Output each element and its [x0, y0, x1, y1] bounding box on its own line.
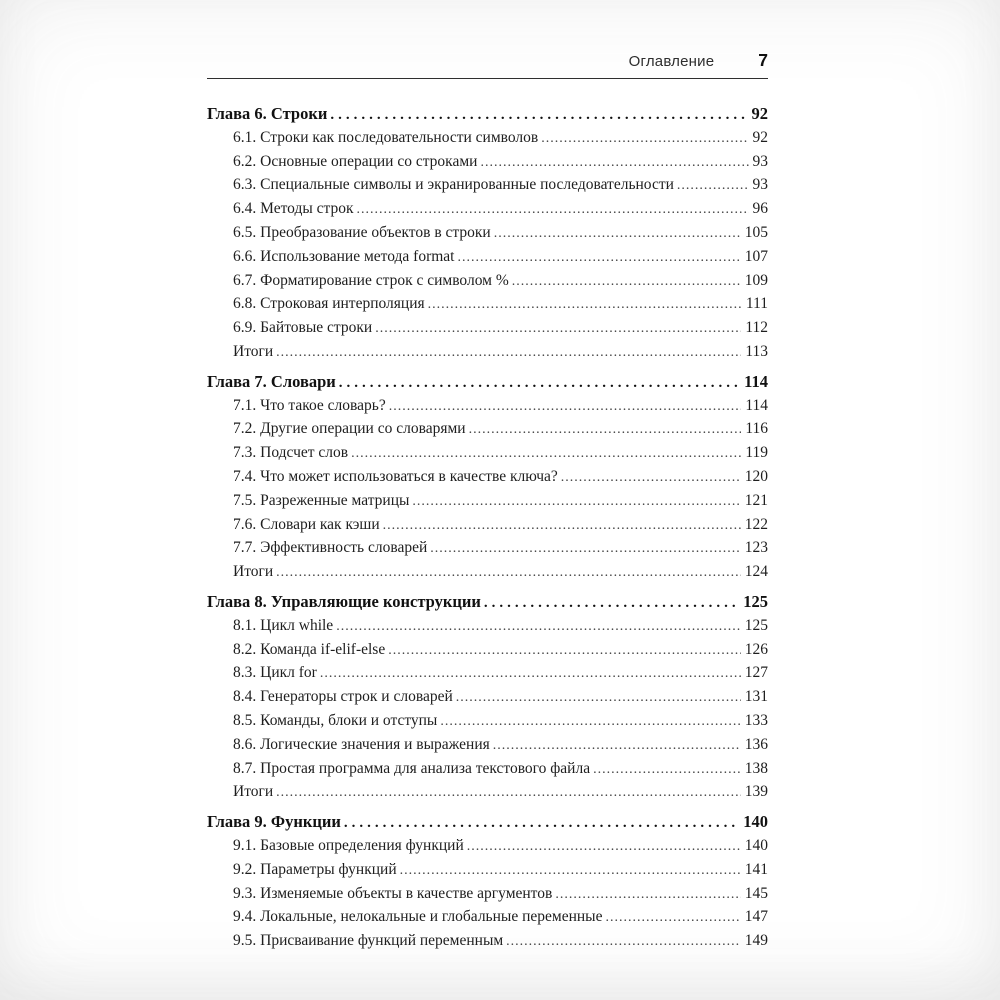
dot-leader: [456, 687, 741, 710]
toc-chapter-entry-page-number: 140: [743, 812, 768, 832]
dot-leader: [412, 491, 740, 514]
toc-section-entry-page-number: 123: [744, 539, 768, 557]
toc-section-entry: [207, 930, 768, 954]
toc-section-entry-page-number: 127: [744, 664, 768, 682]
dot-leader: [541, 128, 748, 151]
toc-section-entry-title: 9.2. Параметры функций: [233, 860, 397, 878]
toc-section-entry-title: 7.7. Эффективность словарей: [233, 539, 428, 557]
dot-leader: [480, 152, 748, 175]
dot-leader: [388, 640, 741, 663]
toc-section-entry: [207, 835, 768, 859]
dot-leader: [276, 342, 741, 365]
dot-leader: [428, 294, 742, 317]
toc-section-entry-title: 8.3. Цикл for: [233, 664, 317, 682]
dot-leader: [344, 812, 739, 835]
toc-chapter-entry: [207, 371, 768, 395]
toc-chapter-entry: [207, 811, 768, 835]
toc-section-entry: [207, 514, 768, 538]
toc-chapter-entry-page-number: 125: [743, 591, 768, 611]
toc-section-entry-title: 9.4. Локальные, нелокальные и глобальные переменные: [233, 908, 603, 926]
toc-section-entry-page-number: 113: [745, 342, 768, 360]
page-header: [207, 50, 768, 71]
toc-chapter-entry-page-number: 114: [744, 371, 768, 391]
toc-section-entry: [207, 734, 768, 758]
toc-section-entry-page-number: 120: [744, 467, 768, 485]
toc-section-entry: [207, 442, 768, 466]
toc-section-entry-title: 7.6. Словари как кэши: [233, 515, 380, 533]
toc-section-entry-title: 7.4. Что может использоваться в качестве ключа?: [233, 467, 558, 485]
toc-section-entry-title: 7.5. Разреженные матрицы: [233, 491, 410, 509]
toc-section-entry-page-number: 126: [744, 640, 768, 658]
dot-leader: [276, 562, 741, 585]
dot-leader: [605, 907, 740, 930]
toc-section-entry: [207, 859, 768, 883]
dot-leader: [375, 318, 741, 341]
toc-section-entry-page-number: 133: [744, 711, 768, 729]
toc-section-entry-page-number: 122: [744, 515, 768, 533]
toc-section-entry-title: 8.2. Команда if-elif-else: [233, 640, 386, 658]
toc-section-entry: [207, 174, 768, 198]
dot-leader: [351, 443, 741, 466]
table-of-contents: [207, 103, 768, 954]
dot-leader: [330, 104, 747, 127]
toc-section-entry: [207, 662, 768, 686]
toc-section-entry: [207, 395, 768, 419]
toc-section-entry: [207, 490, 768, 514]
dot-leader: [555, 884, 740, 907]
toc-section-entry: [207, 561, 768, 585]
toc-section-entry-page-number: 147: [744, 908, 768, 926]
header-title: Оглавление: [628, 53, 715, 70]
toc-section-entry-page-number: 116: [745, 420, 768, 438]
toc-section-entry-title: 8.5. Команды, блоки и отступы: [233, 711, 438, 729]
dot-leader: [320, 663, 741, 686]
toc-section-entry-title: 9.3. Изменяемые объекты в качестве аргументов: [233, 884, 553, 902]
toc-section-entry: [207, 246, 768, 270]
toc-section-entry-title: 6.7. Форматирование строк с символом %: [233, 271, 509, 289]
toc-section-entry-title: 6.9. Байтовые строки: [233, 319, 373, 337]
toc-section-entry-page-number: 131: [744, 688, 768, 706]
toc-section-entry-title: 8.6. Логические значения и выражения: [233, 735, 490, 753]
toc-chapter-entry-title: Глава 7. Словари: [207, 371, 336, 391]
toc-section-entry-title: 6.1. Строки как последовательности символов: [233, 128, 539, 146]
dot-leader: [467, 836, 741, 859]
toc-section-entry-page-number: 93: [752, 152, 768, 170]
toc-section-entry-title: 6.3. Специальные символы и экранированные последовательности: [233, 176, 674, 194]
toc-section-entry-title: Итоги: [233, 783, 274, 801]
toc-section-entry-title: 6.2. Основные операции со строками: [233, 152, 478, 170]
toc-section-entry-page-number: 93: [752, 176, 768, 194]
toc-section-entry-page-number: 136: [744, 735, 768, 753]
toc-section-entry: [207, 293, 768, 317]
dot-leader: [484, 592, 739, 615]
toc-section-entry-page-number: 112: [745, 319, 768, 337]
toc-section-entry-page-number: 109: [744, 271, 768, 289]
toc-section-entry-title: 6.4. Методы строк: [233, 200, 354, 218]
toc-section-entry: [207, 758, 768, 782]
toc-section-entry-page-number: 138: [744, 759, 768, 777]
toc-section-entry-page-number: 96: [752, 200, 768, 218]
dot-leader: [506, 931, 741, 954]
header-page-number: 7: [758, 50, 768, 70]
toc-section-entry-page-number: 105: [744, 223, 768, 241]
toc-section-entry-page-number: 111: [745, 295, 768, 313]
dot-leader: [430, 538, 740, 561]
page-content: [207, 0, 768, 954]
dot-leader: [440, 711, 740, 734]
toc-section-entry: [207, 710, 768, 734]
toc-section-entry: [207, 317, 768, 341]
toc-section-entry: [207, 686, 768, 710]
toc-section-entry-page-number: 114: [745, 396, 768, 414]
dot-leader: [383, 515, 741, 538]
toc-section-entry-page-number: 139: [744, 783, 768, 801]
dot-leader: [357, 199, 749, 222]
toc-section-entry-title: 7.2. Другие операции со словарями: [233, 420, 466, 438]
toc-section-entry-page-number: 124: [744, 563, 768, 581]
toc-section-entry: [207, 198, 768, 222]
toc-section-entry: [207, 615, 768, 639]
toc-section-entry-title: 7.3. Подсчет слов: [233, 444, 349, 462]
header-rule: [207, 78, 768, 79]
toc-section-entry-title: 9.1. Базовые определения функций: [233, 836, 464, 854]
toc-chapter-entry: [207, 591, 768, 615]
toc-section-entry: [207, 222, 768, 246]
toc-section-entry-page-number: 119: [745, 444, 768, 462]
toc-section-entry: [207, 639, 768, 663]
toc-section-entry-page-number: 141: [744, 860, 768, 878]
toc-section-entry: [207, 341, 768, 365]
toc-chapter-entry-page-number: 92: [751, 104, 768, 123]
toc-section-entry-title: 6.5. Преобразование объектов в строки: [233, 223, 491, 241]
dot-leader: [561, 467, 741, 490]
toc-section-entry-title: 6.6. Использование метода format: [233, 247, 455, 265]
toc-section-entry-page-number: 140: [744, 836, 768, 854]
toc-chapter-entry-title: Глава 8. Управляющие конструкции: [207, 591, 481, 611]
dot-leader: [276, 782, 741, 805]
dot-leader: [469, 419, 742, 442]
toc-section-entry: [207, 270, 768, 294]
dot-leader: [336, 616, 741, 639]
dot-leader: [400, 860, 741, 883]
toc-chapter-entry-title: Глава 6. Строки: [207, 104, 328, 123]
toc-section-entry: [207, 883, 768, 907]
toc-section-entry: [207, 781, 768, 805]
toc-section-entry-title: 8.1. Цикл while: [233, 616, 334, 634]
toc-section-entry: [207, 418, 768, 442]
toc-section-entry-title: Итоги: [233, 342, 274, 360]
dot-leader: [493, 735, 741, 758]
toc-section-entry: [207, 151, 768, 175]
toc-section-entry-page-number: 149: [744, 932, 768, 950]
toc-section-entry: [207, 537, 768, 561]
dot-leader: [494, 223, 741, 246]
toc-chapter-entry-title: Глава 9. Функции: [207, 812, 341, 832]
toc-section-entry: [207, 906, 768, 930]
dot-leader: [457, 247, 740, 270]
dot-leader: [512, 271, 741, 294]
toc-section-entry-title: 9.5. Присваивание функций переменным: [233, 932, 504, 950]
toc-section-entry: [207, 466, 768, 490]
toc-section-entry: [207, 127, 768, 151]
dot-leader: [339, 372, 740, 395]
dot-leader: [593, 759, 741, 782]
toc-section-entry-title: 8.4. Генераторы строк и словарей: [233, 688, 453, 706]
toc-section-entry-page-number: 92: [752, 128, 768, 146]
toc-chapter-entry: [207, 103, 768, 127]
dot-leader: [389, 396, 742, 419]
toc-section-entry-title: 7.1. Что такое словарь?: [233, 396, 386, 414]
toc-section-entry-page-number: 107: [744, 247, 768, 265]
toc-section-entry-page-number: 121: [744, 491, 768, 509]
toc-section-entry-title: 6.8. Строковая интерполяция: [233, 295, 425, 313]
toc-section-entry-title: 8.7. Простая программа для анализа текстового файла: [233, 759, 591, 777]
toc-section-entry-page-number: 145: [744, 884, 768, 902]
toc-section-entry-page-number: 125: [744, 616, 768, 634]
dot-leader: [677, 175, 749, 198]
toc-section-entry-title: Итоги: [233, 563, 274, 581]
